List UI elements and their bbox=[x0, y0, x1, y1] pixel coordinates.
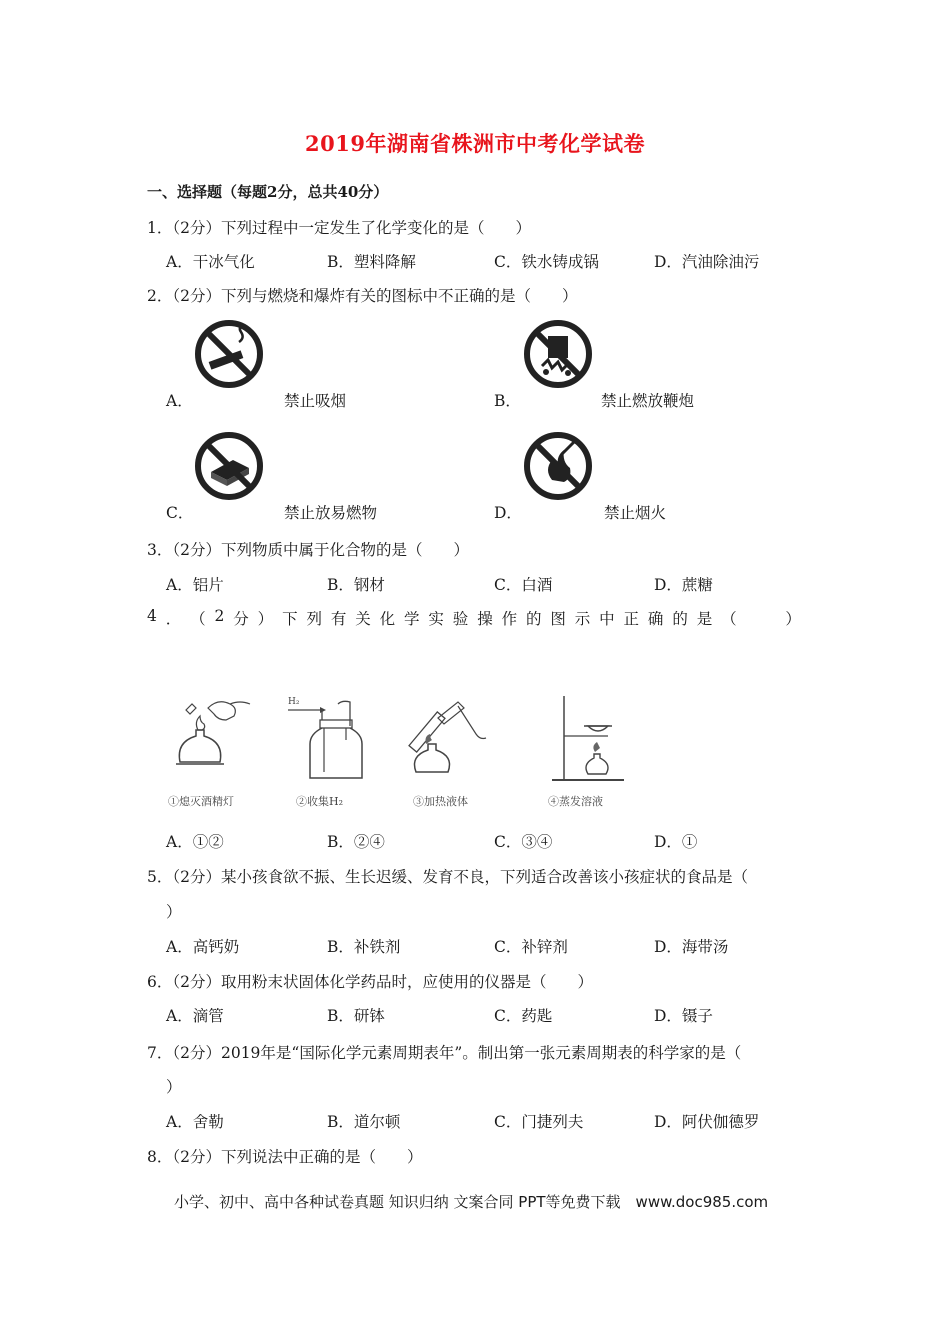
q4-caption-2: ②收集H₂ bbox=[296, 795, 344, 808]
q1-option-a: A．干冰气化 bbox=[166, 253, 255, 271]
q4-stem-char: 示 bbox=[574, 610, 591, 628]
q4-stem-char: ． bbox=[165, 610, 182, 628]
page-title: 2019年湖南省株洲市中考化学试卷 bbox=[305, 131, 645, 156]
q1-option-c: C．铁水铸成锅 bbox=[494, 253, 599, 271]
question-4-stem bbox=[147, 607, 801, 629]
q4-stem-char: 的 bbox=[525, 610, 542, 628]
q1-option-b: B．塑料降解 bbox=[327, 253, 416, 271]
q4-option-c: C．③④ bbox=[494, 833, 553, 851]
extinguish-alcohol-lamp-illustration bbox=[166, 690, 266, 790]
question-2-stem: 2．（2分）下列与燃烧和爆炸有关的图标中不正确的是（ ） bbox=[147, 287, 578, 305]
q4-stem-char: 操 bbox=[477, 610, 493, 628]
q1-option-d: D．汽油除油污 bbox=[654, 253, 760, 271]
q4-stem-char: 实 bbox=[428, 610, 444, 628]
question-7-stem-cont: ） bbox=[166, 1078, 182, 1096]
q2-option-c-letter: C． bbox=[166, 504, 194, 522]
q4-stem-char: 作 bbox=[501, 610, 518, 628]
q6-option-d: D．镊子 bbox=[654, 1007, 713, 1025]
heat-liquid-test-tube-illustration bbox=[404, 690, 494, 790]
q2-option-b-label: 禁止燃放鞭炮 bbox=[601, 392, 695, 410]
page-footer: 小学、初中、高中各种试卷真题 知识归纳 文案合同 PPT等免费下载 www.doc985.com bbox=[174, 1193, 769, 1211]
q3-option-b: B．钢材 bbox=[327, 576, 385, 594]
q5-option-b: B．补铁剂 bbox=[327, 938, 401, 956]
q4-stem-char: （ bbox=[721, 610, 737, 628]
q6-option-c: C．药匙 bbox=[494, 1007, 553, 1025]
q2-option-d-letter: D． bbox=[494, 504, 522, 522]
q4-stem-char: 的 bbox=[672, 610, 688, 628]
q2-option-a-letter: A． bbox=[166, 392, 193, 410]
q4-stem-char: 4 bbox=[147, 607, 157, 625]
no-open-flame-sign-icon bbox=[522, 430, 594, 502]
q4-stem-char: 有 bbox=[330, 610, 347, 628]
q4-stem-char: 列 bbox=[306, 610, 322, 628]
q2-option-b-letter: B． bbox=[494, 392, 521, 410]
q7-option-a: A．舍勒 bbox=[166, 1113, 224, 1131]
q5-option-a: A．高钙奶 bbox=[166, 938, 240, 956]
no-flammables-sign-icon bbox=[193, 430, 265, 502]
q6-option-a: A．滴管 bbox=[166, 1007, 224, 1025]
question-5-stem: 5．（2分）某小孩食欲不振、生长迟缓、发育不良，下列适合改善该小孩症状的食品是（ bbox=[147, 868, 748, 886]
q2-option-a-label: 禁止吸烟 bbox=[284, 392, 347, 410]
q5-option-c: C．补锌剂 bbox=[494, 938, 568, 956]
q4-option-a: A．①② bbox=[166, 833, 224, 851]
question-8-stem: 8．（2分）下列说法中正确的是（ ） bbox=[147, 1148, 423, 1166]
q2-option-c-label: 禁止放易燃物 bbox=[284, 504, 378, 522]
q4-stem-char: 学 bbox=[404, 610, 420, 628]
q7-option-c: C．门捷列夫 bbox=[494, 1113, 584, 1131]
q4-stem-char: 图 bbox=[550, 610, 566, 628]
collect-h2-bottle-illustration bbox=[282, 690, 372, 790]
q2-option-d-label: 禁止烟火 bbox=[604, 504, 667, 522]
q4-stem-char: 分 bbox=[233, 610, 249, 628]
q4-stem-char: ） bbox=[257, 610, 274, 628]
q4-stem-char: ） bbox=[785, 610, 801, 628]
q4-stem-char bbox=[745, 607, 776, 629]
q4-stem-char: 确 bbox=[647, 610, 664, 628]
q3-option-a: A．铝片 bbox=[166, 576, 224, 594]
q4-stem-char: 2 bbox=[214, 607, 225, 625]
h2-label: H₂ bbox=[288, 697, 300, 707]
evaporate-solution-illustration bbox=[548, 690, 628, 790]
question-1-stem: 1．（2分）下列过程中一定发生了化学变化的是（ ） bbox=[147, 219, 531, 237]
q6-option-b: B．研钵 bbox=[327, 1007, 385, 1025]
q4-caption-3: ③加热液体 bbox=[413, 795, 468, 808]
q3-option-d: D．蔗糖 bbox=[654, 576, 713, 594]
question-5-stem-cont: ） bbox=[166, 903, 182, 921]
q3-option-c: C．白酒 bbox=[494, 576, 553, 594]
q4-stem-char: （ bbox=[190, 610, 206, 628]
q5-option-d: D．海带汤 bbox=[654, 938, 729, 956]
q7-option-b: B．道尔顿 bbox=[327, 1113, 401, 1131]
question-6-stem: 6．（2分）取用粉末状固体化学药品时，应使用的仪器是（ ） bbox=[147, 973, 593, 991]
q4-stem-char: 中 bbox=[599, 610, 615, 628]
q7-option-d: D．阿伏伽德罗 bbox=[654, 1113, 760, 1131]
q4-stem-char: 正 bbox=[623, 610, 640, 628]
no-firecrackers-sign-icon bbox=[522, 318, 594, 390]
q4-stem-char: 化 bbox=[379, 610, 396, 628]
q4-stem-char: 验 bbox=[452, 610, 469, 628]
section-heading: 一、选择题（每题2分，总共40分） bbox=[147, 183, 389, 201]
question-7-stem: 7．（2分）2019年是“国际化学元素周期表年”。制出第一张元素周期表的科学家的是（ bbox=[147, 1044, 742, 1062]
no-smoking-sign-icon bbox=[193, 318, 265, 390]
q4-stem-char: 是 bbox=[696, 610, 713, 628]
q4-caption-4: ④蒸发溶液 bbox=[548, 795, 603, 808]
q4-caption-1: ①熄灭酒精灯 bbox=[168, 795, 234, 808]
q4-option-b: B．②④ bbox=[327, 833, 385, 851]
q4-option-d: D．① bbox=[654, 833, 698, 851]
q4-stem-char: 关 bbox=[355, 610, 371, 628]
q4-stem-char: 下 bbox=[282, 610, 298, 628]
question-3-stem: 3．（2分）下列物质中属于化合物的是（ ） bbox=[147, 541, 469, 559]
